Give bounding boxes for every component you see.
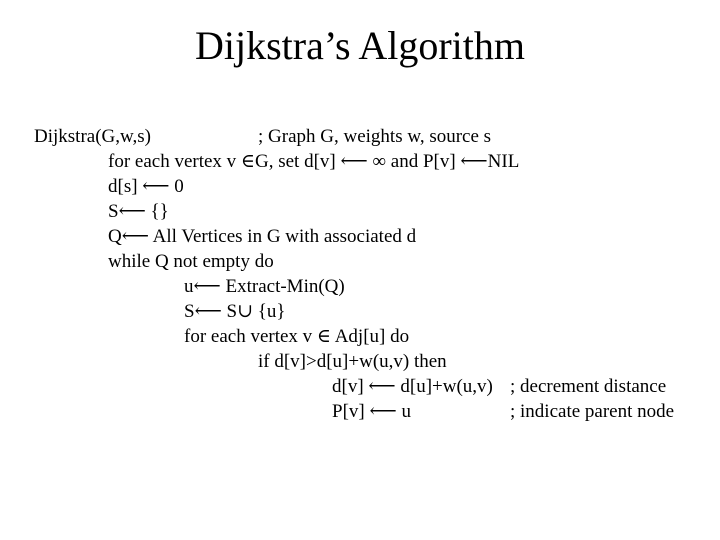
code-line-relax-condition: if d[v]>d[u]+w(u,v) then xyxy=(258,351,447,372)
code-line-set-union: S⟵ S∪ {u} xyxy=(184,301,286,322)
comment-decrement: ; decrement distance xyxy=(510,376,667,397)
code-line-adjacency-loop: for each vertex v ∈ Adj[u] do xyxy=(184,326,410,347)
code-line-init-source: d[s] ⟵ 0 xyxy=(108,176,184,197)
code-line-init-set: S⟵ {} xyxy=(108,201,169,222)
code-line-set-parent: P[v] ⟵ u xyxy=(332,401,411,422)
code-line-extract-min: u⟵ Extract-Min(Q) xyxy=(184,276,345,297)
code-line-signature: Dijkstra(G,w,s) xyxy=(34,126,151,147)
comment-parent: ; indicate parent node xyxy=(510,401,675,422)
code-line-while: while Q not empty do xyxy=(108,251,274,272)
pseudocode-block xyxy=(0,124,720,444)
code-line-init-loop: for each vertex v ∈G, set d[v] ⟵ ∞ and P[v] ⟵NIL xyxy=(108,151,520,172)
code-line-relax-distance: d[v] ⟵ d[u]+w(u,v) xyxy=(332,376,493,397)
comment-signature: ; Graph G, weights w, source s xyxy=(258,126,492,147)
code-line-init-queue: Q⟵ All Vertices in G with associated d xyxy=(108,226,417,247)
slide-title: Dijkstra’s Algorithm xyxy=(195,23,525,68)
